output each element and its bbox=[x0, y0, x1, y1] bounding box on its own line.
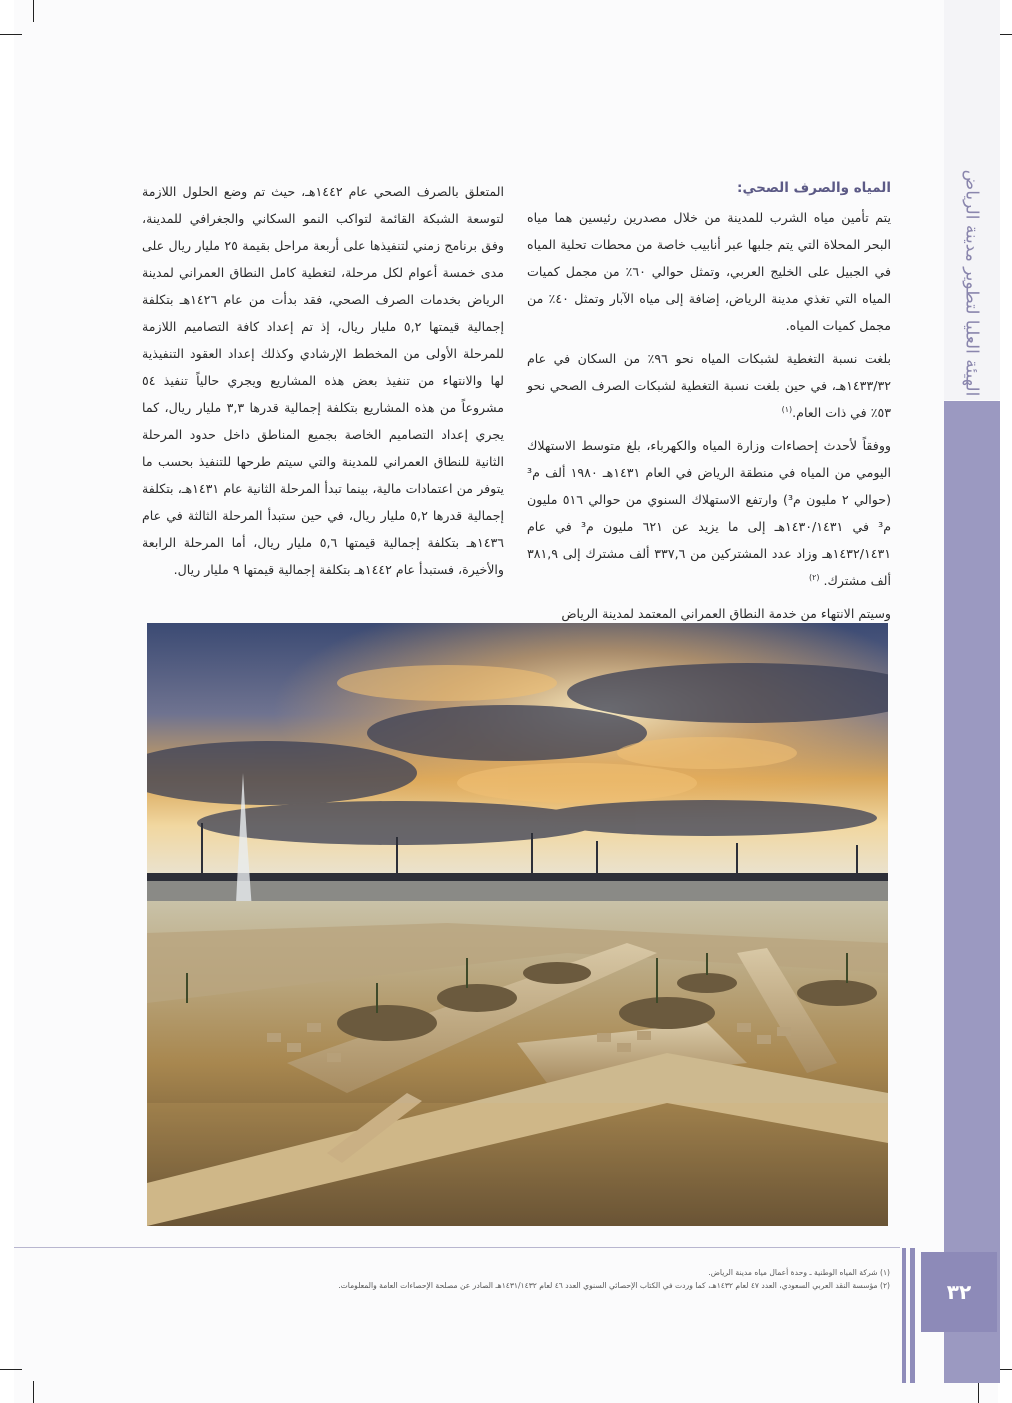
crop-mark bbox=[33, 1381, 34, 1403]
crop-mark bbox=[33, 0, 34, 22]
page-number: ٣٢ bbox=[946, 1280, 972, 1304]
side-title bbox=[946, 168, 996, 398]
paragraph: وسيتم الانتهاء من خدمة النطاق العمراني المعتمد لمدينة الرياض bbox=[561, 606, 891, 621]
bridge bbox=[147, 873, 888, 881]
crop-mark bbox=[978, 1381, 979, 1403]
crop-mark bbox=[0, 1369, 22, 1370]
paragraph bbox=[527, 432, 891, 594]
footnote-ref[interactable]: (١) bbox=[781, 404, 793, 414]
paragraph-text: بلغت نسبة التغطية لشبكات المياه نحو ٩٦٪ من السكان في عام ١٤٣٣/٣٢هـ، في حين بلغت نسبة التغطية لشبكات الصرف الصحي نحو ٥٣٪ في ذات العام. bbox=[527, 351, 891, 420]
footer-divider bbox=[14, 1247, 900, 1248]
footnote: (٢) مؤسسة النقد العربي السعودي، العدد ٤٧ لعام ١٤٣٢هـ، كما وردت في الكتاب الإحصائي السنوي العدد ٤٦ لعام ١٤٣١/١٤٣٢هـ الصادر عن مصلحة الإحصاءات العامة والمعلومات. bbox=[338, 1281, 890, 1290]
paragraph: المتعلق بالصرف الصحي عام ١٤٤٢هـ، حيث تم وضع الحلول اللازمة لتوسعة الشبكة القائمة لتواكب النمو السكاني والجغرافي للمدينة، وفق برنامج زمني لتنفيذها على أربعة مراحل بقيمة ٢٥ مليار ريال على مدى خمسة أعوام لكل مرحلة، لتغطية كامل النطاق العمراني لمدينة الرياض بخدمات الصرف الصحي، فقد بدأت من عام ١٤٢٦هـ بتكلفة إجمالية قيمتها ٥,٢ مليار ريال، إذ تم إعداد كافة التصاميم اللازمة للمرحلة الأولى من المخطط الإرشادي وكذلك إعداد العقود التنفيذية لها والانتهاء من تنفيذ بعض هذه المشاريع ويجري حالياً تنفيذ ٥٤ مشروعاً من هذه المشاريع بتكلفة إجمالية قدرها ٣,٣ مليار ريال، كما يجري إعداد التصاميم الخاصة بجميع المناطق داخل حدود المرحلة الثانية للنطاق العمراني للمدينة والتي سيتم طرحها للتنفيذ بحسب ما يتوفر من اعتمادات مالية، بينما تبدأ المرحلة الثانية عام ١٤٣١هـ، بتكلفة إجمالية قدرها ٥,٢ مليار ريال، في حين ستبدأ المرحلة الثالثة في عام ١٤٣٦هـ بتكلفة إجمالية قيمتها ٥,٦ مليار ريال، أما المرحلة الرابعة والأخيرة، فستبدأ عام ١٤٤٢هـ بتكلفة إجمالية قيمتها ٩ مليار ريال. bbox=[142, 184, 505, 577]
page-number-box bbox=[921, 1252, 997, 1332]
paragraph: يتم تأمين مياه الشرب للمدينة من خلال مصدرين رئيسين هما مياه البحر المحلاة التي يتم جلبها عبر أنابيب خاصة من محطات تحلية المياه في الجبيل على الخليج العربي، وتمثل حوالي ٦٠٪ من مجمل كميات المياه التي تغذي مدينة الرياض، إضافة إلى مياه الآبار وتمثل ٤٠٪ من مجمل كميات المياه. bbox=[527, 210, 891, 333]
text-column-left bbox=[142, 178, 504, 589]
sky-reflection bbox=[147, 1103, 888, 1226]
paragraph bbox=[527, 345, 891, 426]
wetland-photo bbox=[147, 623, 888, 1226]
text-column-right bbox=[527, 178, 891, 633]
side-accent-bar bbox=[944, 401, 1000, 1383]
footnote-ref[interactable]: (٢) bbox=[808, 572, 820, 582]
accent-stripe bbox=[910, 1248, 915, 1383]
distant-shore bbox=[147, 881, 888, 901]
accent-stripe bbox=[902, 1248, 906, 1383]
footnote: (١) شركة المياه الوطنية ـ وحدة أعمال مياه مدينة الرياض. bbox=[708, 1268, 890, 1277]
side-title-text: الهيئة العليا لتطوير مدينة الرياض bbox=[961, 169, 982, 397]
paragraph-text: ووفقاً لأحدث إحصاءات وزارة المياه والكهرباء، بلغ متوسط الاستهلاك اليومي من المياه في منطقة الرياض في العام ١٤٣١هـ ١٩٨٠ ألف م³ (حوالي ٢ مليون م³) وارتفع الاستهلاك السنوي من حوالي ٥١٦ مليون م³ في ١٤٣٠/١٤٣١هـ إلى ما يزيد عن ٦٢١ مليون م³ في عام ١٤٣٢/١٤٣١هـ وزاد عدد المشتركين من ٣٣٧,٦ ألف مشترك إلى ٣٨١,٩ ألف مشترك. bbox=[527, 438, 892, 588]
crop-mark bbox=[0, 34, 22, 35]
section-heading: المياه والصرف الصحي: bbox=[737, 180, 891, 196]
footnotes bbox=[270, 1266, 890, 1292]
